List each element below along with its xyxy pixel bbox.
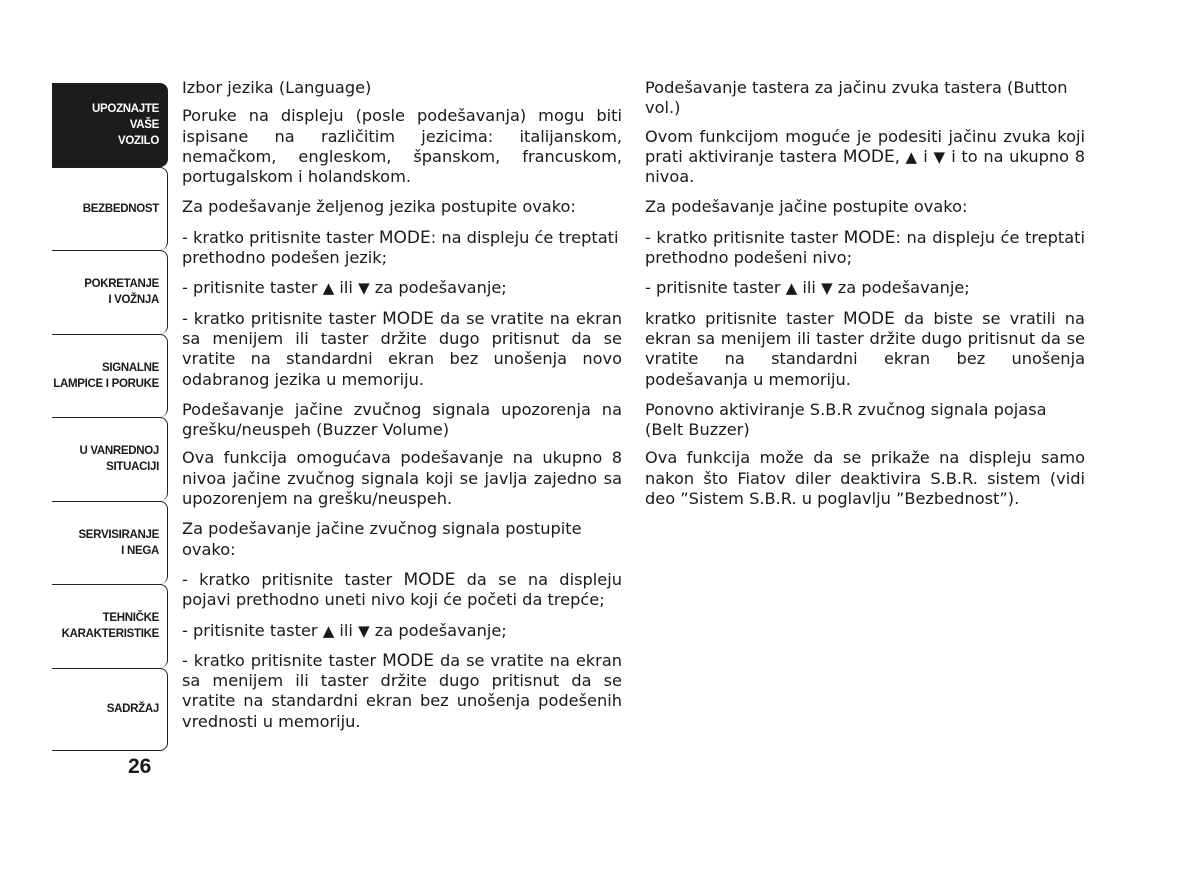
up-arrow-icon: ▲ [322,621,335,640]
up-arrow-icon: ▲ [322,279,335,298]
down-arrow-icon: ▼ [933,147,946,166]
step-item: - kratko pritisnite taster MODE da se vratite na ekran sa menijem ili taster držite dugo pritisnut da se vratite na standardni ekran bez unošenja podešenih vrednosti u memoriju. [182,650,622,731]
tab-bezbednost[interactable]: BEZBEDNOST [52,167,168,251]
mode-key-label: MODE [842,146,895,167]
paragraph: Za podešavanje željenog jezika postupite ovako: [182,197,576,217]
up-arrow-icon: ▲ [905,147,918,166]
paragraph: Za podešavanje jačine zvučnog signala postupite ovako: [182,519,582,559]
paragraph: Ova funkcija može da se prikaže na displeju samo nakon što Fiatov diler deaktivira S.B.R. sistem (vidi deo ”Sistem S.B.R. u poglavlju ”Bezbednost”). [645,448,1085,509]
down-arrow-icon: ▼ [358,621,370,640]
right-column [645,78,1085,519]
tab-tehnicke-karakteristike[interactable]: TEHNIČKE KARAKTERISTIKE [52,584,168,668]
paragraph: Poruke na displeju (posle podešavanja) mogu biti ispisane na različitim jezicima: italijanskom, nemačkom, engleskom, španskom, francuskom, portugalskom i holandskom. [182,106,622,187]
step-item: - kratko pritisnite taster MODE da se na displeju pojavi prethodno uneti nivo koji će početi da trepće; [182,569,622,610]
step-item: - pritisnite taster ▲ ili ▼ za podešavanje; [182,620,507,640]
tab-u-vanrednoj-situaciji[interactable]: U VANREDNOJ SITUACIJI [52,417,168,501]
step-item: - kratko pritisnite taster MODE: na displeju će treptati prethodno podešeni nivo; [645,227,1085,268]
left-column [182,78,622,742]
down-arrow-icon: ▼ [821,279,833,298]
section-title-button-vol: Podešavanje tastera za jačinu zvuka tastera (Button vol.) [645,78,1068,118]
chapter-tabs [52,83,168,751]
mode-key-label: MODE [842,308,895,329]
section-title-language: Izbor jezika (Language) [182,78,372,97]
mode-key-label: MODE [843,227,896,248]
tab-sadrzaj[interactable]: SADRŽAJ [52,668,168,752]
section-title-buzzer-volume: Podešavanje jačine zvučnog signala upozorenja na grešku/neuspeh (Buzzer Volume) [182,399,622,440]
paragraph: Ova funkcija omogućava podešavanje na ukupno 8 nivoa jačine zvučnog signala koji se javlja zajedno sa upozorenjem na grešku/neuspeh. [182,448,622,509]
up-arrow-icon: ▲ [785,279,798,298]
paragraph: Za podešavanje jačine postupite ovako: [645,197,968,217]
step-item: - kratko pritisnite taster MODE: na displeju će treptati prethodno podešen jezik; [182,227,619,268]
step-item: - kratko pritisnite taster MODE da se vratite na ekran sa menijem ili taster držite dugo pritisnut da se vratite na standardni ekran bez unošenja novo odabranog jezika u memoriju. [182,308,622,389]
step-item: - pritisnite taster ▲ ili ▼ za podešavanje; [645,278,970,298]
down-arrow-icon: ▼ [358,279,370,298]
mode-key-label: MODE [403,569,456,590]
step-item: - pritisnite taster ▲ ili ▼ za podešavanje; [182,278,507,298]
mode-key-label: MODE [382,308,434,329]
tab-servisiranje-i-nega[interactable]: SERVISIRANJE I NEGA [52,501,168,585]
tab-pokretanje-i-voznja[interactable]: POKRETANJE I VOŽNJA [52,250,168,334]
tab-upoznajte-vase-vozilo[interactable]: UPOZNAJTE VAŠE VOZILO [52,83,168,167]
paragraph: Ovom funkcijom moguće je podesiti jačinu zvuka koji prati aktiviranje tastera MODE, ▲ i ▼ i to na ukupno 8 nivoa. [645,126,1085,187]
tab-signalne-lampice[interactable]: SIGNALNE LAMPICE I PORUKE [52,334,168,418]
section-title-belt-buzzer: Ponovno aktiviranje S.B.R zvučnog signala pojasa (Belt Buzzer) [645,399,1047,440]
page-number: 26 [128,755,152,778]
mode-key-label: MODE [382,650,434,671]
mode-key-label: MODE [378,227,431,248]
step-item: kratko pritisnite taster MODE da biste se vratili na ekran sa menijem ili taster držite dugo pritisnut da se vratite na standardni ekran bez unošenja podešavanja u memoriju. [645,308,1085,389]
